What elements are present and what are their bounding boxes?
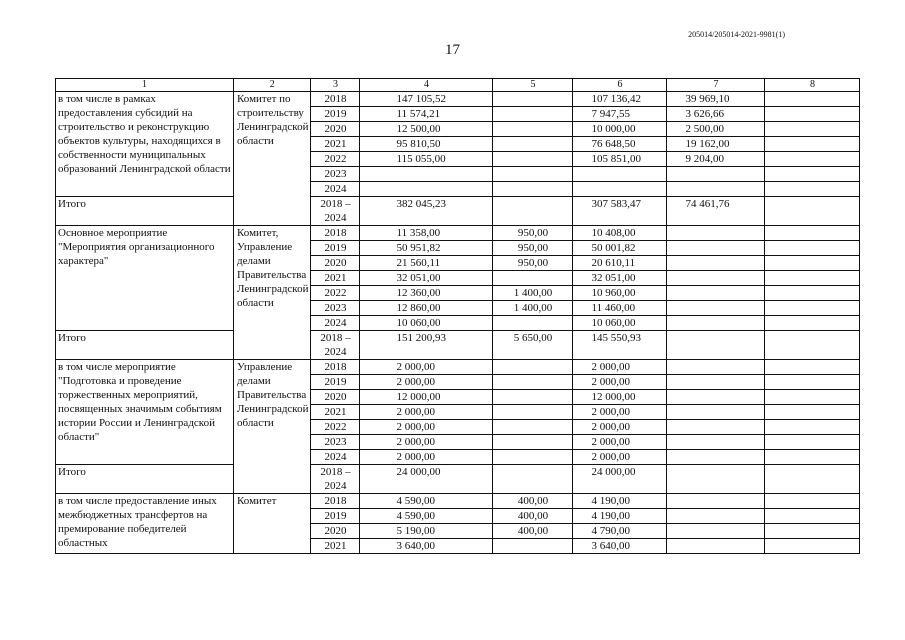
regional-amount-cell: 20 610,11 (573, 256, 667, 271)
regional-amount-cell: 10 408,00 (573, 226, 667, 241)
regional-amount-cell: 10 960,00 (573, 286, 667, 301)
other-amount-cell (765, 256, 860, 271)
regional-amount-cell: 2 000,00 (573, 450, 667, 465)
total-amount-cell: 151 200,93 (360, 331, 493, 360)
federal-amount-cell: 1 400,00 (493, 286, 573, 301)
federal-amount-cell (493, 122, 573, 137)
regional-amount-cell: 4 790,00 (573, 524, 667, 539)
federal-amount-cell (493, 107, 573, 122)
total-amount-cell: 95 810,50 (360, 137, 493, 152)
total-amount-cell: 12 860,00 (360, 301, 493, 316)
federal-amount-cell (493, 167, 573, 182)
federal-amount-cell (493, 271, 573, 286)
federal-amount-cell (493, 316, 573, 331)
total-amount-cell: 3 640,00 (360, 539, 493, 554)
federal-amount-cell (493, 197, 573, 226)
page-number: 17 (445, 42, 460, 58)
table-row (56, 360, 860, 375)
regional-amount-cell: 2 000,00 (573, 405, 667, 420)
table-row (56, 226, 860, 241)
regional-amount-cell: 2 000,00 (573, 360, 667, 375)
other-amount-cell (765, 122, 860, 137)
local-amount-cell: 9 204,00 (667, 152, 765, 167)
federal-amount-cell (493, 450, 573, 465)
year-cell: 2022 (311, 152, 360, 167)
regional-amount-cell: 2 000,00 (573, 375, 667, 390)
total-amount-cell: 4 590,00 (360, 509, 493, 524)
total-amount-cell: 10 060,00 (360, 316, 493, 331)
total-amount-cell: 147 105,52 (360, 92, 493, 107)
federal-amount-cell: 950,00 (493, 226, 573, 241)
total-amount-cell: 2 000,00 (360, 420, 493, 435)
local-amount-cell (667, 450, 765, 465)
total-amount-cell: 50 951,82 (360, 241, 493, 256)
other-amount-cell (765, 241, 860, 256)
header-col-6: 6 (573, 79, 667, 92)
local-amount-cell (667, 524, 765, 539)
year-cell: 2018 (311, 92, 360, 107)
total-years-cell: 2018 – 2024 (311, 331, 360, 360)
local-amount-cell: 39 969,10 (667, 92, 765, 107)
total-years-cell: 2018 – 2024 (311, 465, 360, 494)
local-amount-cell (667, 509, 765, 524)
section-executor: Комитет по строительству Ленинградской области (234, 92, 311, 226)
regional-amount-cell: 12 000,00 (573, 390, 667, 405)
year-cell: 2019 (311, 509, 360, 524)
other-amount-cell (765, 92, 860, 107)
total-amount-cell: 2 000,00 (360, 405, 493, 420)
local-amount-cell (667, 405, 765, 420)
total-row (56, 331, 860, 360)
local-amount-cell (667, 465, 765, 494)
year-cell: 2019 (311, 107, 360, 122)
total-amount-cell: 12 360,00 (360, 286, 493, 301)
header-col-8: 8 (765, 79, 860, 92)
other-amount-cell (765, 494, 860, 509)
section-executor: Комитет (234, 494, 311, 554)
year-cell: 2024 (311, 182, 360, 197)
regional-amount-cell: 32 051,00 (573, 271, 667, 286)
year-cell: 2022 (311, 286, 360, 301)
local-amount-cell (667, 241, 765, 256)
local-amount-cell (667, 331, 765, 360)
year-cell: 2020 (311, 122, 360, 137)
local-amount-cell (667, 286, 765, 301)
regional-amount-cell: 2 000,00 (573, 435, 667, 450)
total-amount-cell: 21 560,11 (360, 256, 493, 271)
local-amount-cell (667, 420, 765, 435)
federal-amount-cell (493, 390, 573, 405)
federal-amount-cell (493, 92, 573, 107)
federal-amount-cell (493, 182, 573, 197)
total-amount-cell: 32 051,00 (360, 271, 493, 286)
federal-amount-cell (493, 375, 573, 390)
document-id: 205014/205014-2021-9981(1) (688, 30, 785, 39)
federal-amount-cell: 400,00 (493, 524, 573, 539)
federal-amount-cell: 5 650,00 (493, 331, 573, 360)
local-amount-cell (667, 360, 765, 375)
federal-amount-cell: 1 400,00 (493, 301, 573, 316)
section-executor: Управление делами Правительства Ленинградской области (234, 360, 311, 494)
federal-amount-cell (493, 465, 573, 494)
other-amount-cell (765, 524, 860, 539)
year-cell: 2020 (311, 524, 360, 539)
year-cell: 2021 (311, 271, 360, 286)
other-amount-cell (765, 375, 860, 390)
regional-amount-cell: 4 190,00 (573, 509, 667, 524)
total-amount-cell (360, 167, 493, 182)
total-amount-cell: 115 055,00 (360, 152, 493, 167)
header-col-1: 1 (56, 79, 234, 92)
total-row (56, 465, 860, 494)
total-label: Итого (56, 197, 234, 226)
year-cell: 2021 (311, 539, 360, 554)
other-amount-cell (765, 197, 860, 226)
regional-amount-cell: 7 947,55 (573, 107, 667, 122)
local-amount-cell: 74 461,76 (667, 197, 765, 226)
year-cell: 2019 (311, 241, 360, 256)
total-amount-cell: 4 590,00 (360, 494, 493, 509)
federal-amount-cell (493, 405, 573, 420)
local-amount-cell: 2 500,00 (667, 122, 765, 137)
total-amount-cell: 2 000,00 (360, 435, 493, 450)
year-cell: 2024 (311, 450, 360, 465)
total-amount-cell: 12 500,00 (360, 122, 493, 137)
other-amount-cell (765, 405, 860, 420)
year-cell: 2018 (311, 360, 360, 375)
regional-amount-cell: 105 851,00 (573, 152, 667, 167)
year-cell: 2023 (311, 167, 360, 182)
header-col-3: 3 (311, 79, 360, 92)
local-amount-cell: 3 626,66 (667, 107, 765, 122)
header-col-5: 5 (493, 79, 573, 92)
other-amount-cell (765, 107, 860, 122)
section-title: Основное мероприятие "Мероприятия организационного характера" (56, 226, 234, 331)
regional-amount-cell: 4 190,00 (573, 494, 667, 509)
federal-amount-cell (493, 137, 573, 152)
regional-amount-cell: 145 550,93 (573, 331, 667, 360)
federal-amount-cell (493, 360, 573, 375)
total-amount-cell: 12 000,00 (360, 390, 493, 405)
year-cell: 2020 (311, 256, 360, 271)
local-amount-cell (667, 182, 765, 197)
other-amount-cell (765, 360, 860, 375)
other-amount-cell (765, 435, 860, 450)
other-amount-cell (765, 286, 860, 301)
regional-amount-cell: 307 583,47 (573, 197, 667, 226)
local-amount-cell (667, 226, 765, 241)
year-cell: 2022 (311, 420, 360, 435)
regional-amount-cell: 3 640,00 (573, 539, 667, 554)
federal-amount-cell: 400,00 (493, 509, 573, 524)
other-amount-cell (765, 167, 860, 182)
header-row (56, 79, 860, 92)
section-executor: Комитет, Управление делами Правительства Ленинградской области (234, 226, 311, 360)
regional-amount-cell: 11 460,00 (573, 301, 667, 316)
local-amount-cell (667, 271, 765, 286)
regional-amount-cell: 50 001,82 (573, 241, 667, 256)
federal-amount-cell (493, 152, 573, 167)
year-cell: 2021 (311, 137, 360, 152)
other-amount-cell (765, 465, 860, 494)
year-cell: 2023 (311, 435, 360, 450)
federal-amount-cell (493, 420, 573, 435)
total-amount-cell (360, 182, 493, 197)
year-cell: 2020 (311, 390, 360, 405)
total-amount-cell: 11 358,00 (360, 226, 493, 241)
year-cell: 2021 (311, 405, 360, 420)
year-cell: 2023 (311, 301, 360, 316)
other-amount-cell (765, 152, 860, 167)
regional-amount-cell: 10 060,00 (573, 316, 667, 331)
other-amount-cell (765, 316, 860, 331)
total-amount-cell: 11 574,21 (360, 107, 493, 122)
total-amount-cell: 2 000,00 (360, 360, 493, 375)
other-amount-cell (765, 420, 860, 435)
other-amount-cell (765, 182, 860, 197)
other-amount-cell (765, 450, 860, 465)
local-amount-cell (667, 256, 765, 271)
federal-amount-cell: 400,00 (493, 494, 573, 509)
regional-amount-cell: 107 136,42 (573, 92, 667, 107)
federal-amount-cell: 950,00 (493, 241, 573, 256)
year-cell: 2019 (311, 375, 360, 390)
total-label: Итого (56, 465, 234, 494)
total-amount-cell: 24 000,00 (360, 465, 493, 494)
total-amount-cell: 2 000,00 (360, 375, 493, 390)
header-col-4: 4 (360, 79, 493, 92)
total-amount-cell: 382 045,23 (360, 197, 493, 226)
other-amount-cell (765, 226, 860, 241)
local-amount-cell (667, 494, 765, 509)
regional-amount-cell (573, 167, 667, 182)
regional-amount-cell (573, 182, 667, 197)
regional-amount-cell: 76 648,50 (573, 137, 667, 152)
local-amount-cell (667, 539, 765, 554)
local-amount-cell (667, 316, 765, 331)
year-cell: 2018 (311, 494, 360, 509)
budget-table (55, 78, 860, 554)
other-amount-cell (765, 390, 860, 405)
other-amount-cell (765, 509, 860, 524)
regional-amount-cell: 2 000,00 (573, 420, 667, 435)
local-amount-cell (667, 167, 765, 182)
total-amount-cell: 5 190,00 (360, 524, 493, 539)
total-label: Итого (56, 331, 234, 360)
local-amount-cell: 19 162,00 (667, 137, 765, 152)
other-amount-cell (765, 137, 860, 152)
total-row (56, 197, 860, 226)
year-cell: 2018 (311, 226, 360, 241)
other-amount-cell (765, 539, 860, 554)
federal-amount-cell (493, 435, 573, 450)
federal-amount-cell: 950,00 (493, 256, 573, 271)
header-col-2: 2 (234, 79, 311, 92)
section-title: в том числе предоставление иных межбюджетных трансфертов на премирование победителей областных (56, 494, 234, 554)
other-amount-cell (765, 301, 860, 316)
section-title: в том числе в рамках предоставления субсидий на строительство и реконструкцию объектов культуры, находящихся в собственности муниципальных образований Ленинградской области (56, 92, 234, 197)
federal-amount-cell (493, 539, 573, 554)
header-col-7: 7 (667, 79, 765, 92)
local-amount-cell (667, 301, 765, 316)
regional-amount-cell: 24 000,00 (573, 465, 667, 494)
local-amount-cell (667, 435, 765, 450)
other-amount-cell (765, 331, 860, 360)
table-body (56, 92, 860, 554)
local-amount-cell (667, 375, 765, 390)
section-title: в том числе мероприятие "Подготовка и проведение торжественных мероприятий, посвященных значимым событиям истории России и Ленинградской области" (56, 360, 234, 465)
regional-amount-cell: 10 000,00 (573, 122, 667, 137)
local-amount-cell (667, 390, 765, 405)
total-amount-cell: 2 000,00 (360, 450, 493, 465)
table-row (56, 494, 860, 509)
total-years-cell: 2018 – 2024 (311, 197, 360, 226)
table-row (56, 92, 860, 107)
year-cell: 2024 (311, 316, 360, 331)
other-amount-cell (765, 271, 860, 286)
